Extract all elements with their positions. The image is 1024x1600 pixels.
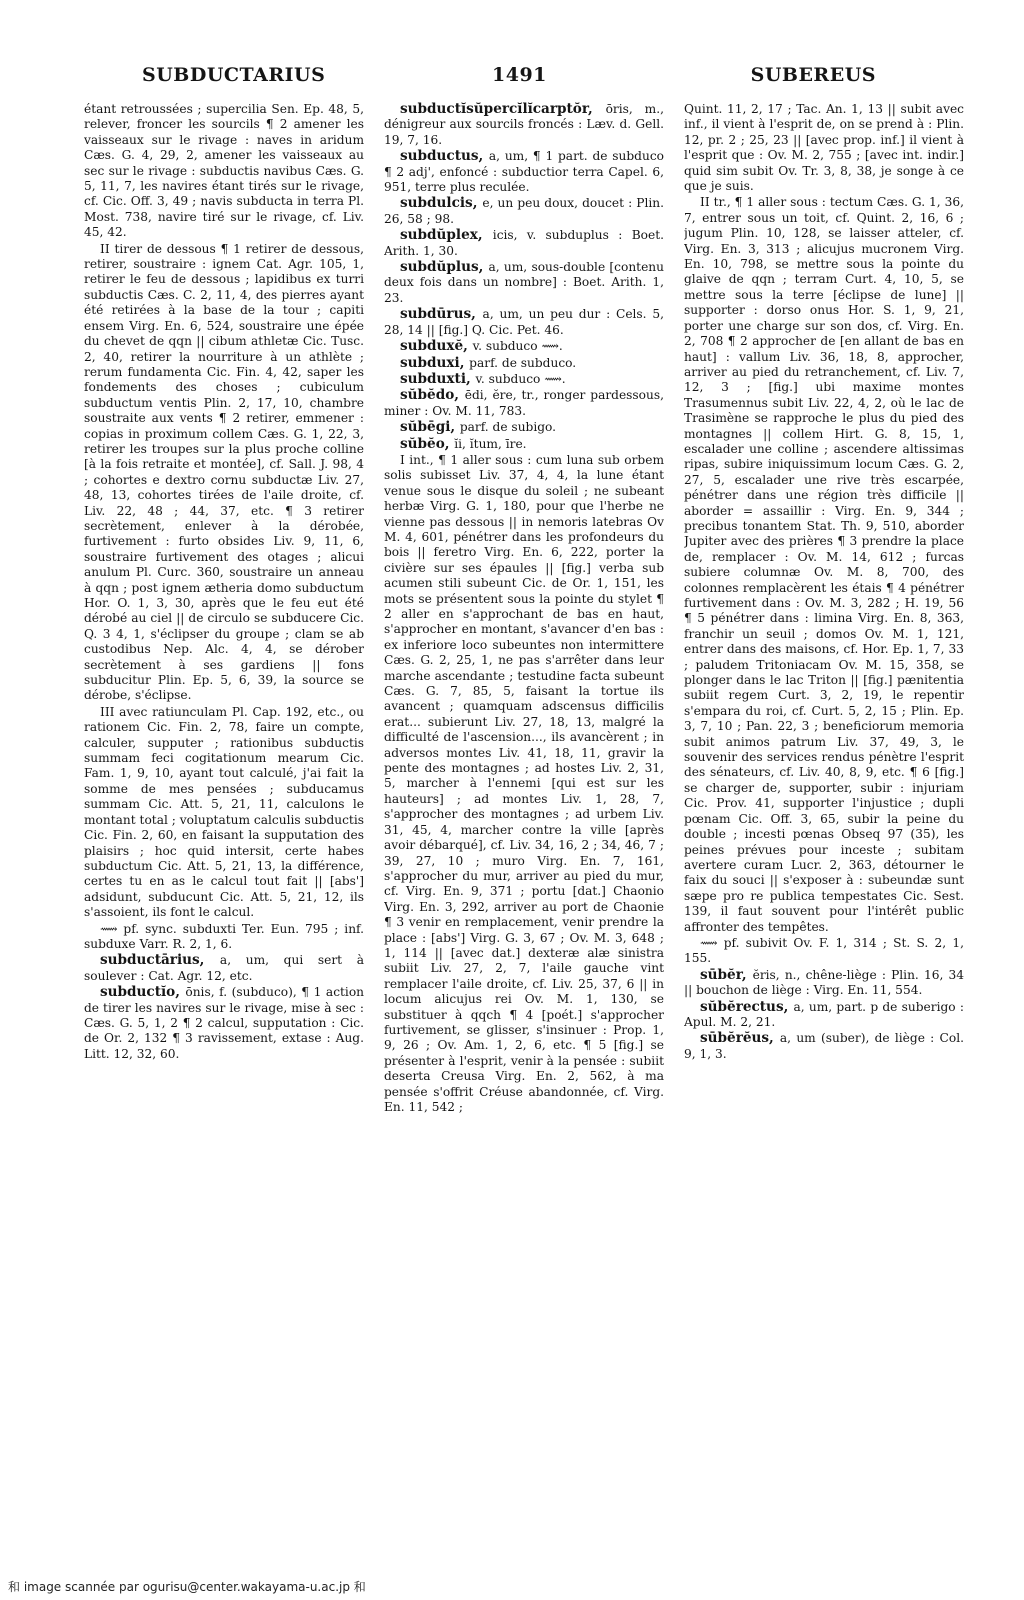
definition-text: a, um, sous-double [contenu deux fois dans un nombre] : Boet. Arith. 1, 23. — [384, 260, 664, 305]
headword: subductus, — [400, 148, 489, 165]
definition-text: I int., ¶ 1 aller sous : cum luna sub orbem solis subisset Liv. 37, 4, 4, la lune étant venue sous le disque du soleil ; ne subeant herbæ Virg. G. 1, 180, pour que l'herbe ne vienne pas dessous || in nemoris latebras Ov M. 4, 601, pénétrer dans les profondeurs du bois || feretro Virg. En. 6, 222, porter la civière sur ses épaules || [fig.] verba sub acumen stili subeunt Cic. de Or. 1, 151, les mots se présentent sous la pointe du stylet ¶ 2 aller en s'approchant de bas en haut, s'approcher en montant, s'avancer d'en bas : ex inferiore loco subeuntes non intermittere Cæs. G. 2, 25, 1, ne pas s'arrêter dans leur marche ascendante ; testudine facta subeunt Cæs. G. 7, 85, 5, faisant la tortue ils avancent ; quamquam adscensus difficilis erat... subierunt Liv. 27, 18, 13, malgré la difficulté de l'ascension..., ils avancèrent ; in adversos montes Liv. 41, 18, 11, gravir la pente des montagnes ; ad hostes Liv. 2, 31, 5, marcher à l'ennemi [qui est sur les hauteurs] ; ad montes Liv. 1, 28, 7, s'approcher des montagnes ; ad urbem Liv. 31, 45, 4, marcher contre la ville [après avoir débarqué], cf. Liv. 34, 16, 2 ; 34, 46, 7 ; 39, 27, 10 ; muro Virg. En. 7, 161, s'approcher du mur, arriver au pied du mur, cf. Virg. En. 9, 371 ; portu [dat.] Chaonio Virg. En. 3, 292, arriver au port de Chaonie ¶ 3 venir en remplacement, venir prendre la place : [abs'] Virg. G. 3, 67 ; Ov. M. 3, 648 ; 1, 114 || [avec dat.] dexteræ alæ sinistra subiit Liv. 27, 2, 7, l'aile gauche vint remplacer l'aile droite, cf. Liv. 25, 37, 6 || in locum alicujus rei Ov. M. 1, 130, se substituer à qqch ¶ 4 [poét.] s'approcher furtivement, se glisser, s'insinuer : Prop. 1, 9, 26 ; Ov. Am. 1, 2, 6, etc. ¶ 5 [fig.] se présenter à l'esprit, venir à la pensée : subiit deserta Creusa Virg. En. 2, 562, à ma pensée s'offrit Créuse abandonnée, cf. Virg. En. 11, 542 ; — [384, 452, 664, 1114]
dictionary-entry — [384, 339, 664, 354]
headword: subduxti, — [400, 370, 476, 387]
entry-paragraph — [684, 1031, 964, 1062]
entry-paragraph — [384, 102, 664, 148]
dictionary-entry — [384, 420, 664, 435]
definition-text: v. subduco ⟿. — [472, 339, 563, 354]
entry-paragraph — [384, 388, 664, 419]
definition-text: a, um (suber), de liège : Col. 9, 1, 3. — [684, 1031, 964, 1061]
entry-paragraph — [684, 936, 964, 967]
entry-paragraph — [384, 260, 664, 306]
dictionary-entry — [84, 985, 364, 1062]
dictionary-entry — [684, 102, 964, 967]
entry-paragraph — [684, 195, 964, 935]
column-2 — [384, 102, 664, 1552]
dictionary-entry — [384, 228, 664, 259]
definition-text: ĭi, ĭtum, īre. — [454, 436, 527, 451]
definition-text: ĕris, n., chêne-liège : Plin. 16, 34 || bouchon de liège : Virg. En. 11, 554. — [684, 967, 964, 998]
entry-paragraph — [384, 307, 664, 338]
entry-paragraph — [684, 1000, 964, 1031]
entry-paragraph — [684, 102, 964, 194]
definition-text: ⟿ pf. subivit Ov. F. 1, 314 ; St. S. 2, 1, 155. — [684, 935, 964, 966]
entry-paragraph — [384, 437, 664, 452]
entry-paragraph — [384, 149, 664, 195]
definition-text: a, um, qui sert à soulever : Cat. Agr. 12, etc. — [84, 953, 364, 983]
headword: sŭbĕrectus, — [700, 998, 794, 1015]
definition-text: II tr., ¶ 1 aller sous : tectum Cæs. G. 1, 36, 7, entrer sous un toit, cf. Quint. 2, 16, 6 ; jugum Plin. 10, 128, se laisser atteler, cf. Virg. En. 3, 313 ; alicujus mucronem Virg. En. 10, 798, se mettre sous la pointe du glaive de qqn ; terram Curt. 4, 10, 5, se mettre sous la terre [éclipse de lune] || supporter : dorso onus Hor. S. 1, 9, 21, porter une charge sur son dos, cf. Virg. En. 2, 708 ¶ 2 approcher de [en allant de bas en haut] : vallum Liv. 36, 18, 8, approcher, arriver au pied du retranchement, cf. Liv. 7, 12, 3 ; [fig.] ubi maxime montes Trasumennus subit Liv. 22, 4, 2, où le lac de Trasimène se rapproche le plus du pied des montagnes || collem Hirt. G. 8, 15, 1, escalader une colline ; ascendere altissimas ripas, subire iniquissimum locum Cæs. G. 2, 27, 5, escalader une rive très escarpée, pénétrer dans une région très difficile || aborder = assaillir : Virg. En. 9, 344 ; precibus tonantem Stat. Th. 9, 510, aborder Jupiter avec des prières ¶ 3 prendre la place de, remplacer : Ov. M. 14, 612 ; furcas subiere columnæ Ov. M. 8, 700, des colonnes remplacèrent les étais ¶ 4 pénétrer furtivement dans : Ov. M. 3, 282 ; H. 19, 56 ¶ 5 pénétrer dans : limina Virg. En. 8, 363, franchir un seuil ; domos Ov. M. 1, 121, entrer dans des maisons, cf. Hor. Ep. 1, 7, 33 ; paludem Tritoniacam Ov. M. 15, 358, se plonger dans le lac Triton || [fig.] pænitentia subiit regem Curt. 3, 2, 19, le repentir s'empara du roi, cf. Curt. 5, 2, 15 ; Plin. Ep. 3, 7, 10 ; Pan. 22, 3 ; beneficiorum memoria subit animos patrum Liv. 37, 49, 3, le souvenir des services rendus pénètre l'esprit des sénateurs, cf. Liv. 40, 8, 9, etc. ¶ 6 [fig.] se charger de, supporter, subir : injuriam Cic. Prov. 41, supporter l'injustice ; dupli pœnam Cic. Off. 3, 65, subir la peine du double ; incesti pœnas Obseq 97 (35), les peines prévues pour inceste ; subitam avertere curam Lucr. 2, 363, détourner le faix du souci || s'exposer à : subeundæ sunt sæpe pro re publica tempestates Cic. Sest. 139, il faut souvent pour l'intérêt public affronter des tempêtes. — [684, 195, 964, 934]
definition-text: icis, v. subduplus : Boet. Arith. 1, 30. — [384, 228, 664, 258]
headword: subduxĕ, — [400, 338, 473, 355]
dictionary-entry — [384, 196, 664, 227]
dictionary-entry — [384, 356, 664, 371]
definition-text: parf. de subigo. — [459, 420, 557, 435]
dictionary-entry — [684, 1031, 964, 1062]
dictionary-entry — [384, 372, 664, 387]
column-3 — [684, 102, 964, 1552]
dictionary-entry — [384, 102, 664, 148]
running-header — [0, 64, 1024, 94]
headword: sŭbĕo, — [400, 435, 455, 452]
definition-text: III avec ratiunculam Pl. Cap. 192, etc., ou rationem Cic. Fin. 2, 78, faire un compte, calculer, supputer ; rationibus subductis summam feci cogitationum mearum Cic. Fam. 1, 9, 10, ayant tout calculé, j'ai fait la somme de mes pensées ; subducamus summam Cic. Att. 5, 21, 11, calculons le montant total ; voluptatum calculis subductis Cic. Fin. 2, 60, en faisant la supputation des plaisirs ; hoc quid intersit, certe habes subductum Cic. Att. 5, 21, 13, la différence, certes tu en as le calcul tout fait || [abs'] adsidunt, subducunt Cic. Att. 5, 21, 12, ils s'assoient, ils font le calcul. — [84, 704, 364, 920]
entry-paragraph — [84, 953, 364, 984]
entry-paragraph — [384, 339, 664, 354]
headword: subdūrus, — [400, 306, 483, 323]
definition-text: ⟿ pf. sync. subduxti Ter. Eun. 795 ; inf. subduxe Varr. R. 2, 1, 6. — [84, 921, 364, 951]
headword: sŭbĕdo, — [400, 387, 465, 404]
definition-text: e, un peu doux, doucet : Plin. 26, 58 ; 98. — [384, 196, 664, 226]
dictionary-entry — [84, 953, 364, 984]
headword: subdŭplus, — [400, 259, 489, 276]
headword: subductĭsŭpercĭlĭcarptŏr, — [400, 102, 606, 117]
entry-paragraph — [384, 196, 664, 227]
dictionary-entry — [384, 260, 664, 306]
headword: subdulcis, — [400, 195, 483, 212]
headword: subdŭplex, — [400, 227, 493, 244]
definition-text: v. subduco ⟿. — [475, 371, 566, 386]
definition-text: a, um, ¶ 1 part. de subduco ¶ 2 adj', enfoncé : subductior terra Capel. 6, 951, terre plus reculée. — [384, 149, 664, 195]
entry-paragraph — [84, 985, 364, 1062]
definition-text: ōris, m., dénigreur aux sourcils froncés : Læv. d. Gell. 19, 7, 16. — [384, 102, 664, 147]
definition-text: ōnis, f. (subduco), ¶ 1 action de tirer les navires sur le rivage, mise à sec : Cæs. G. 5, 1, 2 ¶ 2 calcul, supputation : Cic. de Or. 2, 132 ¶ 3 ravissement, extase : Aug. Litt. 12, 32, 60. — [84, 985, 364, 1061]
headword: subduxi, — [400, 354, 470, 371]
column-1 — [84, 102, 364, 1552]
headword: sŭbēgi, — [400, 419, 460, 436]
definition-text: Quint. 11, 2, 17 ; Tac. An. 1, 13 || subit avec inf., il vient à l'esprit de, on se prend à : Plin. 12, pr. 2 ; 25, 23 || [avec prop. inf.] il vient à l'esprit que : Ov. M. 2, 755 ; [avec int. indir.] quid sim subit Ov. Tr. 3, 8, 38, je songe à ce que je suis. — [684, 102, 964, 194]
header-left-guideword: SUBDUCTARIUS — [142, 64, 326, 86]
dictionary-entry — [684, 1000, 964, 1031]
headword: sūbĕrĕus, — [700, 1030, 780, 1047]
headword: subductārius, — [100, 952, 220, 969]
definition-text: II tirer de dessous ¶ 1 retirer de dessous, retirer, soustraire : ignem Cat. Agr. 105, 1, retirer le feu de dessous ; lapidibus ex turri subductis Cæs. C. 2, 11, 4, des pierres ayant été retirées à la base de la tour ; capiti ensem Virg. En. 6, 524, soustraire une épée du chevet de qqn || cibum athletæ Cic. Tusc. 2, 40, retirer la nourriture à un athlète ; rerum fundamenta Cic. Fin. 4, 42, saper les fondements des choses ; cubiculum subductum ventis Plin. 2, 17, 10, chambre soustraite aux vents ¶ 2 retirer, emmener : copias in proximum collem Cæs. G. 1, 22, 3, retirer les troupes sur la plus proche colline [à la fois retraite et montée], cf. Sall. J. 98, 4 ; cohortes e dextro cornu subductæ Liv. 27, 48, 13, cohortes tirées de l'aile droite, cf. Liv. 22, 48 ; 44, 37, etc. ¶ 3 retirer secrètement, enlever à la dérobée, furtivement : furto obsides Liv. 9, 11, 6, soustraire furtivement des otages ; alicui anulum Pl. Curc. 360, soustraire un anneau à qqn ; post ignem ætheria domo subductum Hor. O. 1, 3, 30, après que le feu eut été dérobé au ciel || de circulo se subducere Cic. Q. 3 4, 1, s'éclipser du groupe ; clam se ab custodibus Nep. Alc. 4, 4, se dérober secrètement à ses gardiens || fons subducitur Plin. Ep. 5, 6, 39, la source se dérobe, s'éclipse. — [84, 241, 364, 703]
page-number: 1491 — [492, 64, 547, 86]
dictionary-entry — [384, 307, 664, 338]
entry-paragraph — [384, 453, 664, 1115]
entry-paragraph — [84, 242, 364, 704]
entry-paragraph — [384, 420, 664, 435]
entry-paragraph — [684, 968, 964, 999]
headword: sūbĕr, — [700, 966, 753, 983]
entry-paragraph — [84, 102, 364, 241]
dictionary-entry — [384, 437, 664, 1116]
headword: subductĭo, — [100, 984, 186, 1001]
entry-paragraph — [384, 356, 664, 371]
entry-paragraph — [84, 705, 364, 921]
scan-credit: 和 image scannée par ogurisu@center.wakayama-u.ac.jp 和 — [8, 1580, 366, 1594]
definition-text: étant retroussées ; supercilia Sen. Ep. 48, 5, relever, froncer les sourcils ¶ 2 amener les vaisseaux sur le rivage : naves in aridum Cæs. G. 4, 29, 2, amener les vaisseaux au sec sur le rivage : subductis navibus Cæs. G. 5, 11, 7, les navires étant tirés sur le rivage, cf. Cic. Off. 3, 49 ; navis subducta in terra Pl. Most. 738, navire tiré sur le rivage, cf. Liv. 45, 42. — [84, 102, 364, 240]
definition-text: a, um, un peu dur : Cels. 5, 28, 14 || [fig.] Q. Cic. Pet. 46. — [384, 307, 664, 337]
dictionary-entry — [384, 388, 664, 419]
dictionary-entry — [684, 968, 964, 999]
definition-text: a, um, part. p de suberigo : Apul. M. 2, 21. — [684, 999, 964, 1029]
dictionary-entry — [384, 149, 664, 195]
entry-paragraph — [384, 228, 664, 259]
dictionary-columns — [84, 102, 964, 1552]
entry-paragraph — [84, 922, 364, 953]
header-right-guideword: SUBEREUS — [750, 64, 876, 86]
definition-text: parf. de subduco. — [469, 355, 577, 370]
dictionary-entry — [84, 102, 364, 952]
entry-paragraph — [384, 372, 664, 387]
definition-text: ēdi, ĕre, tr., ronger pardessous, miner : Ov. M. 11, 783. — [384, 388, 664, 418]
